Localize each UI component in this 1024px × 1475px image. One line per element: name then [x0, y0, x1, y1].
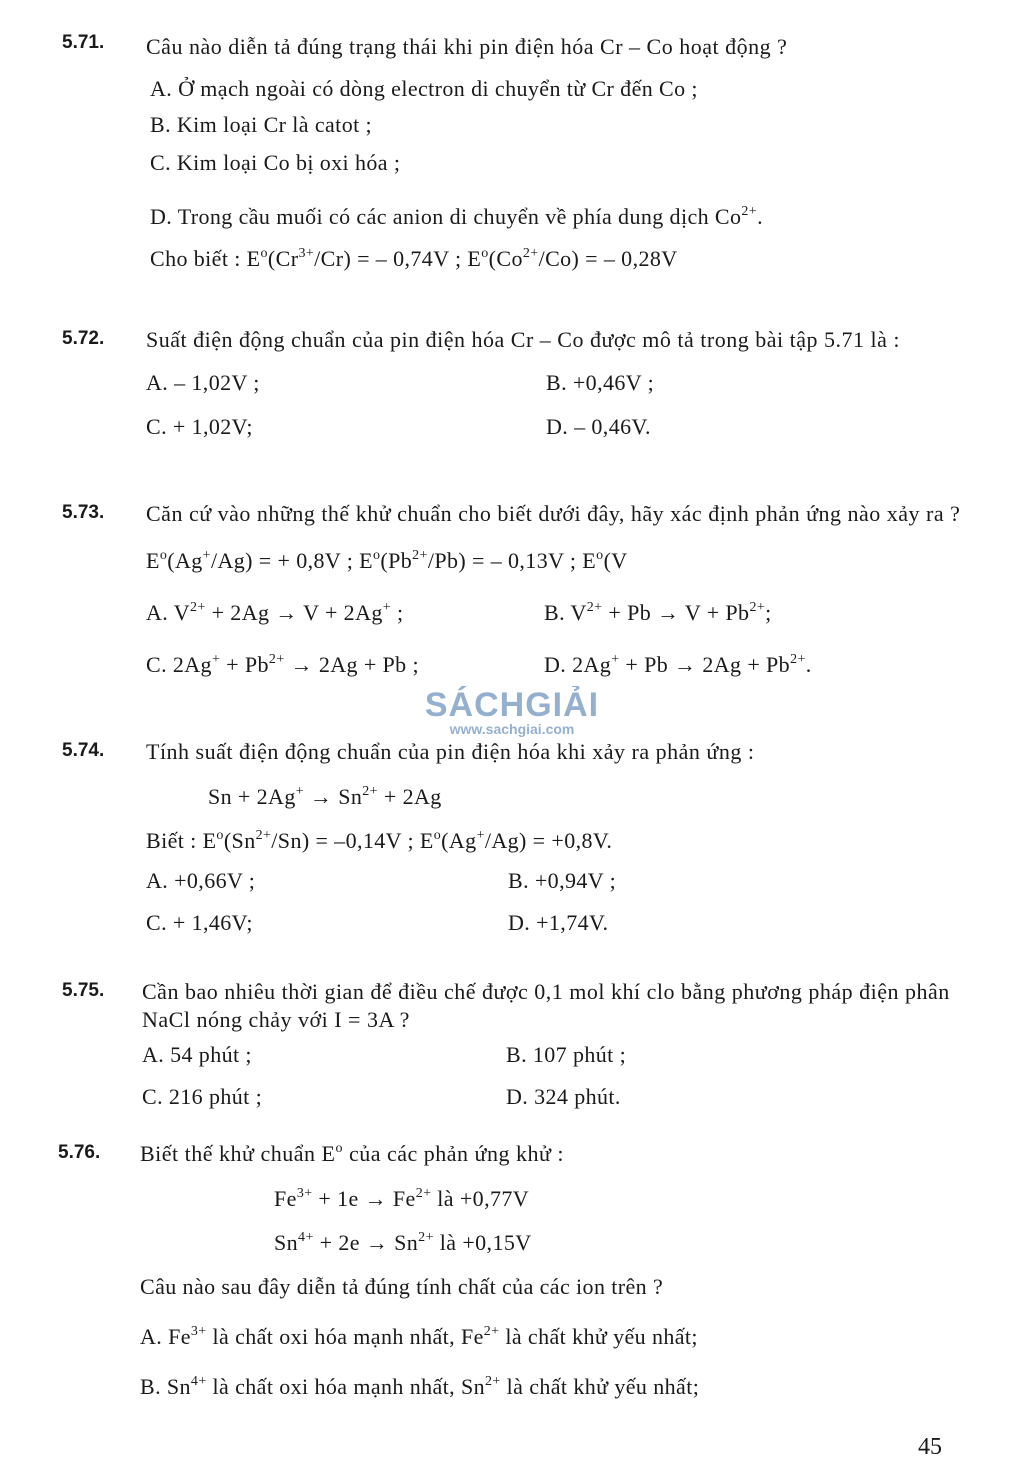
superscript: 2+ — [415, 1186, 432, 1201]
text-part: (Sn — [223, 828, 256, 853]
text-part: ; — [765, 600, 772, 625]
question-number: 5.73. — [62, 502, 105, 523]
superscript: 4+ — [298, 1230, 314, 1245]
superscript: o — [372, 548, 381, 563]
text-part: Cho biết : E — [150, 246, 261, 271]
superscript: + — [295, 784, 305, 799]
options-row-2 — [142, 1080, 962, 1114]
text-part: + Pb → V + Pb — [602, 600, 750, 625]
superscript: + — [476, 828, 485, 843]
superscript: 2+ — [189, 600, 206, 615]
text-part: của các phản ứng khử : — [342, 1141, 564, 1166]
superscript: o — [481, 246, 489, 261]
superscript: 2+ — [412, 548, 428, 563]
option-d: D. +1,74V. — [508, 910, 609, 935]
text-part: /Co) = – 0,28V — [538, 246, 678, 271]
superscript: 2+ — [268, 652, 285, 667]
superscript: 2+ — [418, 1230, 434, 1245]
option-c: C. 216 phút ; — [142, 1084, 263, 1109]
text-part: /Ag) = + 0,8V ; E — [210, 548, 373, 573]
text-part: /Pb) = – 0,13V ; E — [427, 548, 597, 573]
option-c: C. Kim loại Co bị oxi hóa ; — [150, 150, 401, 175]
question-5-72 — [62, 326, 962, 439]
option-b — [140, 1370, 962, 1404]
question-number: 5.74. — [62, 740, 105, 761]
option-b: B. +0,46V ; — [546, 370, 655, 395]
option-d-end: . — [757, 204, 764, 229]
watermark-url: www.sachgiai.com — [449, 721, 575, 737]
superscript: + — [611, 652, 620, 667]
option-c: C. + 1,46V; — [146, 910, 253, 935]
superscript: 2+ — [790, 652, 806, 667]
given-potentials — [146, 544, 962, 578]
option-b: B. +0,94V ; — [508, 868, 617, 893]
options-row-1 — [146, 864, 962, 898]
text-part: là chất oxi hóa mạnh nhất, Sn — [206, 1374, 486, 1399]
question-number: 5.76. — [58, 1142, 101, 1163]
text-part: là +0,77V — [431, 1186, 530, 1211]
option-d — [150, 200, 962, 234]
superscript: o — [433, 828, 442, 843]
text-part: → Sn — [304, 784, 363, 809]
text-part: /Sn) = –0,14V ; E — [271, 828, 434, 853]
text-part: → 2Ag + Pb ; — [284, 652, 419, 677]
option-a: A. Ở mạch ngoài có dòng electron di chuyển từ Cr đến Co ; — [150, 76, 698, 101]
text-part: (Pb — [380, 548, 413, 573]
text-part: Sn + 2Ag — [208, 784, 296, 809]
superscript: + — [202, 548, 211, 563]
question-5-76 — [58, 1140, 962, 1399]
options-row-1 — [146, 366, 962, 400]
superscript: 3+ — [190, 1324, 207, 1339]
text-part: B. Sn — [140, 1374, 191, 1399]
options-row-1 — [146, 596, 962, 630]
text-part: /Cr) = – 0,74V ; E — [314, 246, 482, 271]
option-d: D. – 0,46V. — [546, 414, 651, 439]
option-a: A. 54 phút ; — [142, 1042, 252, 1067]
superscript: o — [596, 548, 604, 563]
superscript: 3+ — [298, 246, 315, 261]
options-row-2 — [146, 906, 962, 940]
given-potentials — [146, 824, 962, 858]
superscript: 4+ — [190, 1374, 207, 1389]
option-d: D. 324 phút. — [506, 1084, 621, 1109]
question-stem: Câu nào diễn tả đúng trạng thái khi pin điện hóa Cr – Co hoạt động ? — [146, 34, 788, 59]
text-part: là +0,15V — [433, 1230, 532, 1255]
option-a: A. +0,66V ; — [146, 868, 256, 893]
question-stem — [140, 1140, 962, 1168]
text-part: là chất oxi hóa mạnh nhất, Fe — [206, 1324, 484, 1349]
question-5-71 — [62, 30, 962, 271]
superscript: 2+ — [749, 600, 766, 615]
question-number: 5.75. — [62, 980, 105, 1001]
superscript: 2+ — [255, 828, 272, 843]
reaction-fe — [274, 1182, 962, 1216]
text-part: D. 2Ag — [544, 652, 612, 677]
option-b: B. 107 phút ; — [506, 1042, 627, 1067]
superscript: + — [382, 600, 392, 615]
watermark — [412, 686, 612, 786]
text-part: Biết : E — [146, 828, 217, 853]
question-stem: Suất điện động chuẩn của pin điện hóa Cr – Co được mô tả trong bài tập 5.71 là : — [146, 327, 900, 352]
superscript: o — [335, 1141, 343, 1156]
page-number: 45 — [918, 1434, 942, 1460]
question-stem: Tính suất điện động chuẩn của pin điện hóa khi xảy ra phản ứng : — [146, 739, 755, 764]
text-part: + 2Ag → V + 2Ag — [205, 600, 383, 625]
superscript: o — [159, 548, 168, 563]
text-part: + 2e → Sn — [313, 1230, 419, 1255]
text-part: + Pb → 2Ag + Pb — [619, 652, 791, 677]
text-part: là chất khử yếu nhất; — [500, 1374, 700, 1399]
option-b: B. Kim loại Cr là catot ; — [150, 112, 373, 137]
given-potentials — [150, 242, 962, 276]
text-part: + Pb — [220, 652, 269, 677]
text-part: (V — [603, 548, 628, 573]
option-c: C. + 1,02V; — [146, 414, 253, 439]
option-c — [146, 652, 419, 677]
text-part: B. V — [544, 600, 587, 625]
text-part: (Cr — [267, 246, 299, 271]
options-row-2 — [146, 648, 962, 682]
text-part: (Ag — [441, 828, 477, 853]
text-part: + 1e → Fe — [312, 1186, 416, 1211]
superscript: o — [216, 828, 224, 843]
superscript: 2+ — [362, 784, 378, 799]
question-text: Câu nào sau đây diễn tả đúng tính chất của các ion trên ? — [140, 1274, 664, 1299]
text-part: ; — [391, 600, 404, 625]
option-d — [544, 648, 812, 682]
text-part: là chất khử yếu nhất; — [499, 1324, 698, 1349]
question-stem: Căn cứ vào những thế khử chuẩn cho biết dưới đây, hãy xác định phản ứng nào xảy ra ? — [146, 501, 961, 526]
options-row-2 — [146, 410, 962, 444]
superscript: 3+ — [296, 1186, 313, 1201]
text-part: (Co — [488, 246, 523, 271]
option-b — [544, 596, 772, 630]
text-part: A. V — [146, 600, 190, 625]
option-a — [146, 600, 404, 625]
text-part: /Ag) = +0,8V. — [484, 828, 613, 853]
superscript: 2+ — [483, 1324, 500, 1339]
question-number: 5.72. — [62, 328, 105, 349]
superscript: + — [211, 652, 221, 667]
superscript: 2+ — [522, 246, 539, 261]
watermark-logo: SÁCHGIẢI — [424, 686, 600, 724]
text-part: + 2Ag — [377, 784, 442, 809]
text-part: A. Fe — [140, 1324, 191, 1349]
superscript: 2+ — [485, 1374, 501, 1389]
text-part: C. 2Ag — [146, 652, 212, 677]
reaction-sn — [274, 1226, 962, 1260]
text-part: E — [146, 548, 160, 573]
question-stem: Cần bao nhiêu thời gian để điều chế được 0,1 mol khí clo bằng phương pháp điện phân NaCl nóng chảy với I = 3A ? — [142, 979, 950, 1032]
superscript: 2+ — [586, 600, 603, 615]
text-part: Sn — [274, 1230, 299, 1255]
text-part: . — [805, 652, 812, 677]
text-part: (Ag — [167, 548, 203, 573]
option-a — [140, 1320, 962, 1354]
option-a: A. – 1,02V ; — [146, 370, 260, 395]
text-part: Biết thế khử chuẩn E — [140, 1141, 336, 1166]
options-row-1 — [142, 1038, 962, 1072]
superscript: 2+ — [741, 204, 758, 219]
question-5-75 — [62, 978, 962, 1109]
superscript: o — [260, 246, 268, 261]
option-d-text: D. Trong cầu muối có các anion di chuyển về phía dung dịch Co — [150, 204, 742, 229]
text-part: Fe — [274, 1186, 297, 1211]
question-number: 5.71. — [62, 32, 105, 53]
